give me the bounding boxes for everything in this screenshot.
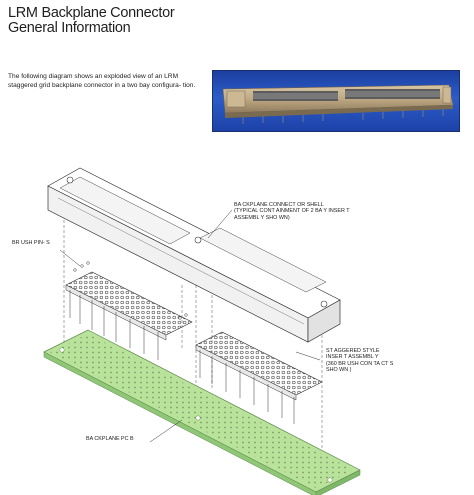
page-title [8,6,174,36]
title-line-1: LRM Backplane Connector [8,5,175,21]
connector-photo-image [213,71,460,132]
label-backplane-pcb: BA CKPLANE PC B [86,436,134,442]
title-line-2: General Information [8,20,131,36]
label-brush-pins: BR USH PIN- S [12,240,50,246]
label-staggered-insert: ST AGGERED STYLE INSER T ASSEMBL Y (360 BR USH CON TA CT S SHO WN ) [326,348,394,374]
backplane-pcb [44,330,360,495]
label-backplane-shell: BA CKPLANE CONNECT OR SHELL (TYPICAL CONT AINMENT OF 2 BA Y INSER T ASSEMBL Y SHO WN) [234,202,350,221]
connector-photo [212,70,460,132]
intro-paragraph: The following diagram shows an exploded view of an LRM staggered grid backplane connector in a two bay configura- tion. [8,73,196,89]
